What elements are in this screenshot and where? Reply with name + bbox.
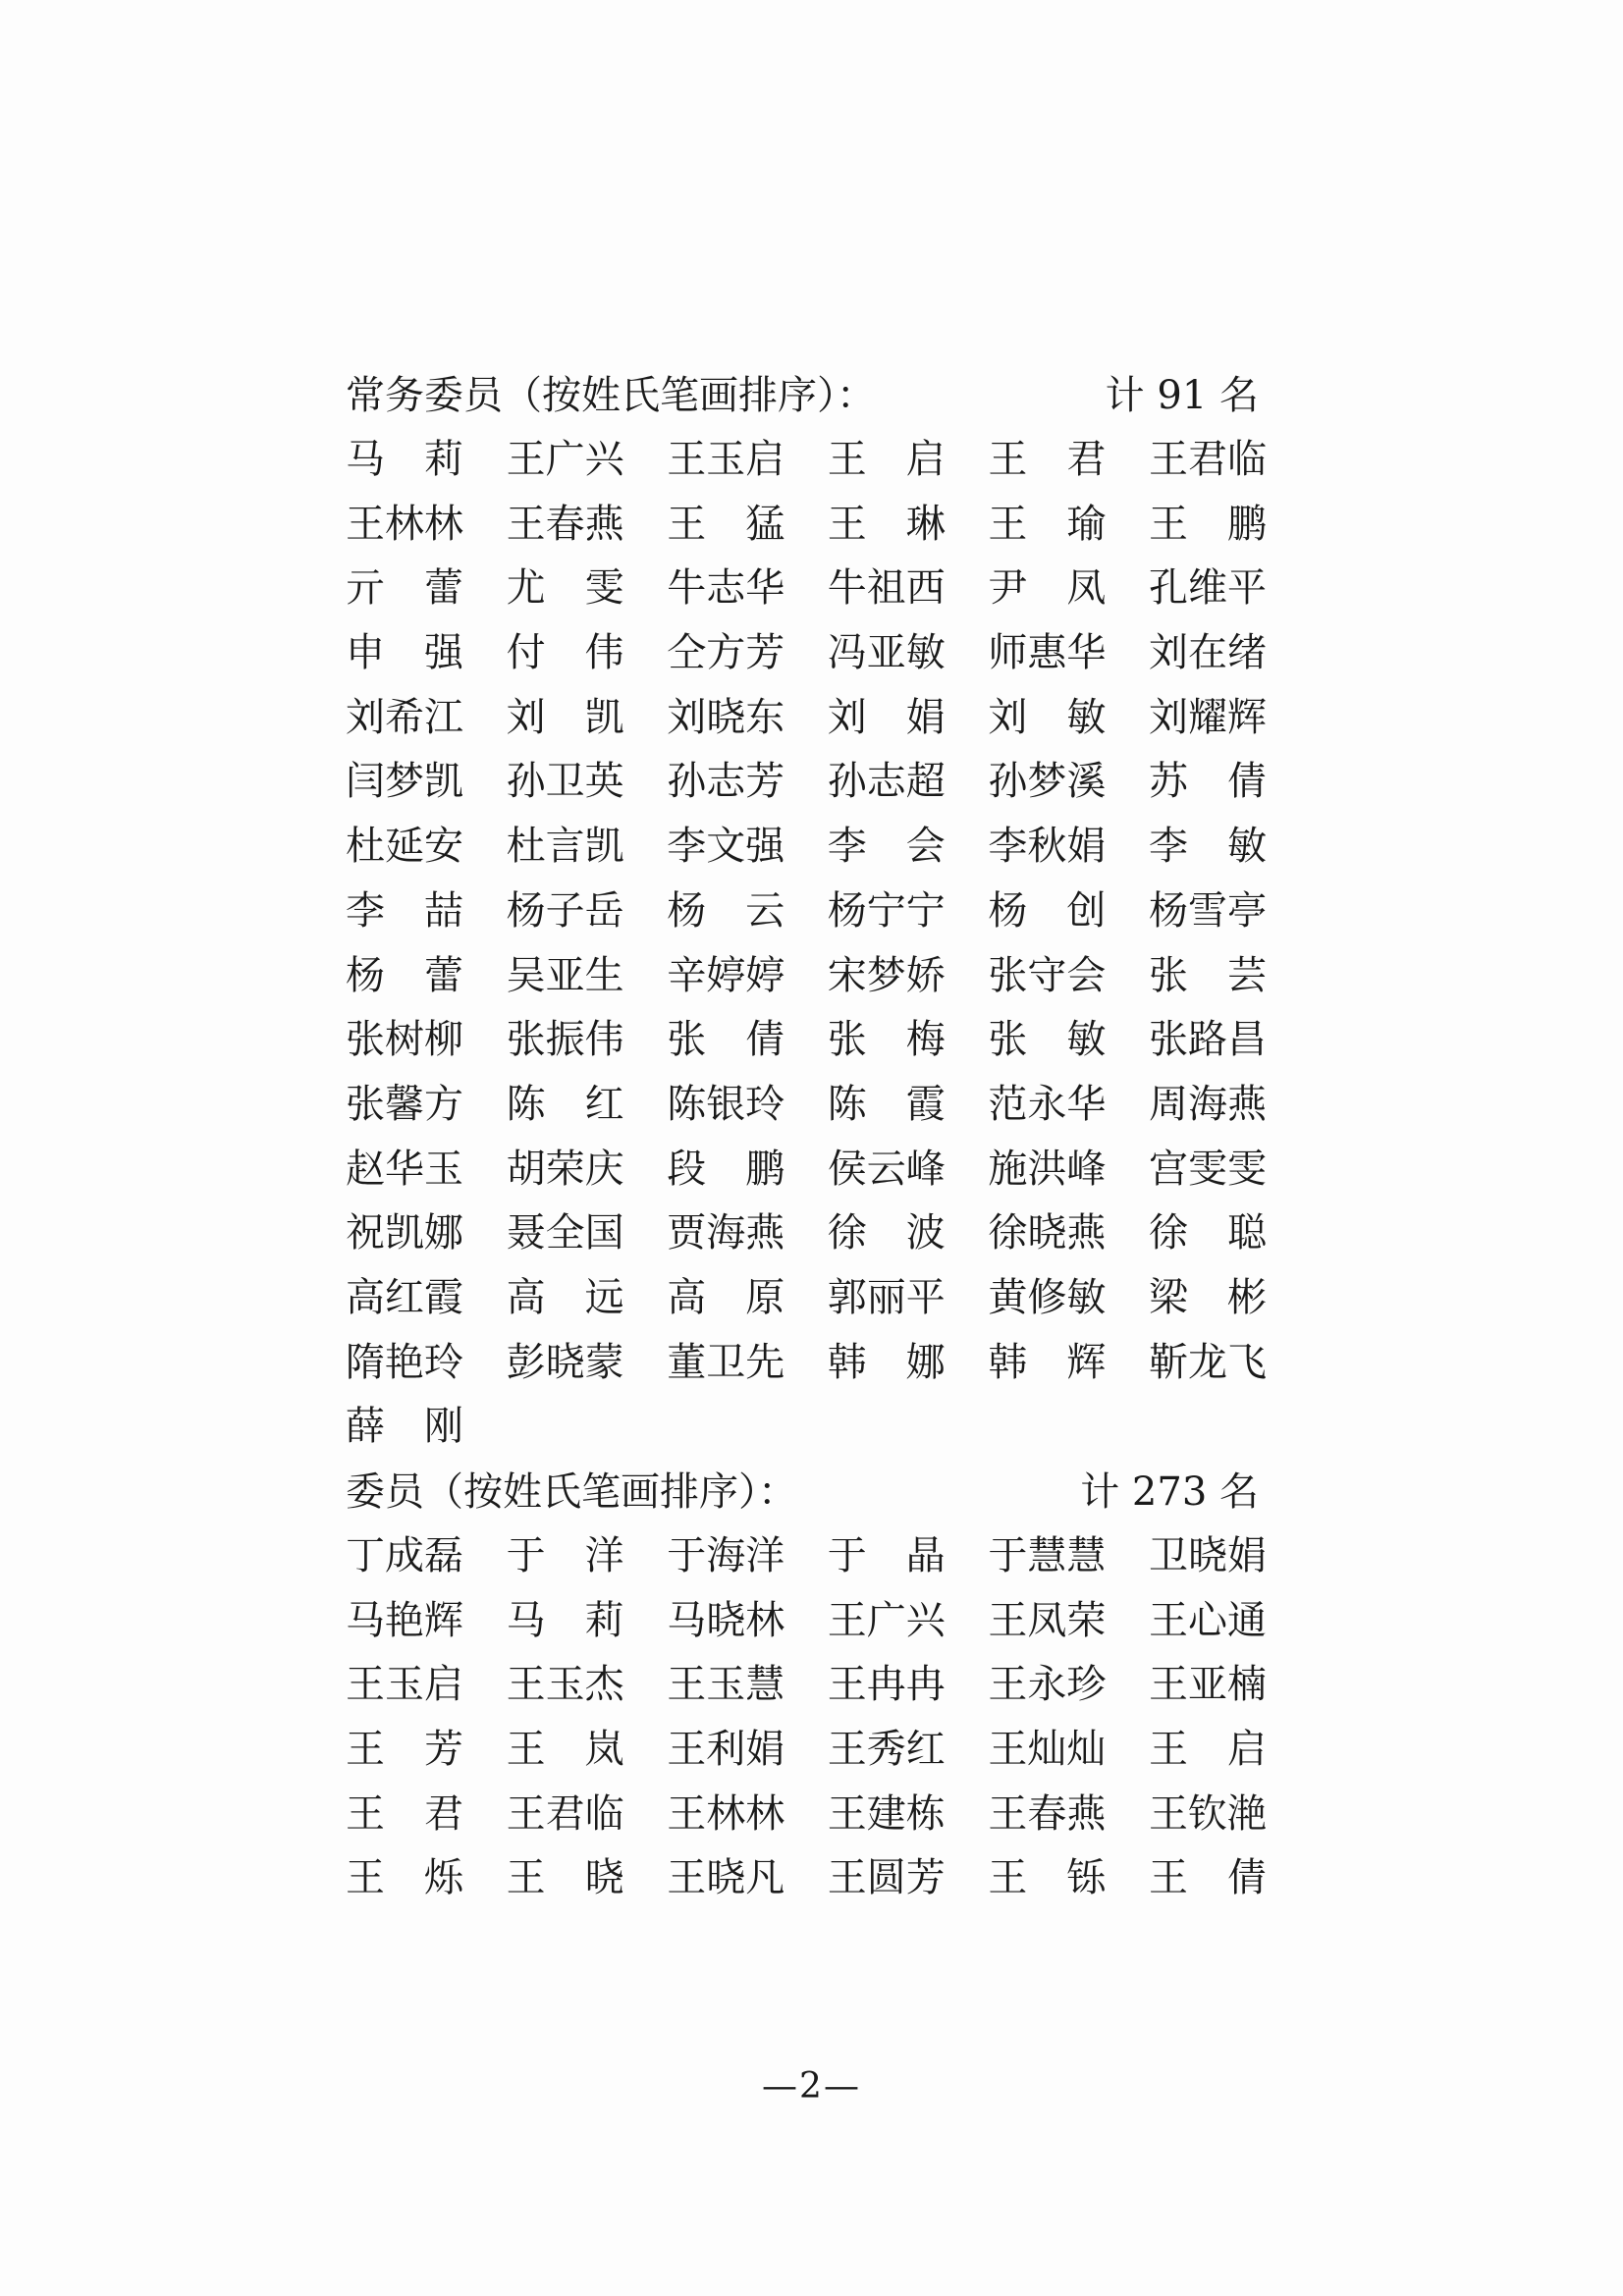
- member-name: 薛 刚: [346, 1404, 463, 1450]
- member-name: 于 洋: [506, 1533, 624, 1578]
- member-name: 王 心 通: [1148, 1597, 1267, 1643]
- member-name: 王 猛: [667, 501, 785, 547]
- member-name: 王 玉 启: [667, 437, 785, 482]
- member-name: 李 敏: [1148, 824, 1267, 870]
- member-name: 张 梅: [827, 1017, 946, 1063]
- member-name: 王 林 林: [346, 501, 463, 547]
- member-name: 王 玉 启: [346, 1662, 463, 1708]
- member-name: 王 启: [827, 437, 946, 482]
- member-name: 王 岚: [506, 1727, 624, 1773]
- member-name: 高 原: [667, 1274, 785, 1320]
- member-name: 申 强: [346, 630, 463, 676]
- member-name: 王 琳: [827, 501, 946, 547]
- member-name: 高 红 霞: [346, 1274, 463, 1320]
- member-name: 牛 祖 西: [827, 565, 946, 612]
- member-name: 王 广 兴: [827, 1597, 946, 1643]
- member-name: 隋 艳 玲: [346, 1339, 463, 1385]
- member-name: 高 远: [506, 1274, 624, 1320]
- member-name: 梁 彬: [1148, 1274, 1267, 1320]
- member-name: 王 君 临: [506, 1790, 624, 1837]
- member-name: 侯 云 峰: [827, 1146, 946, 1192]
- member-name: 陈 红: [506, 1081, 624, 1127]
- member-name: 周 海 燕: [1148, 1081, 1267, 1127]
- member-name: 张 倩: [667, 1017, 785, 1063]
- member-name: 徐 聪: [1148, 1210, 1267, 1256]
- member-name: 彭 晓 蒙: [506, 1339, 624, 1385]
- member-name: 刘 晓 东: [667, 694, 785, 740]
- member-name: 尤 雯: [506, 565, 624, 612]
- member-name: 张 守 会: [988, 952, 1107, 998]
- member-name: 王 鹏: [1148, 501, 1267, 547]
- member-name: 王 烁: [346, 1855, 463, 1901]
- member-name: 尹 凤: [988, 565, 1107, 612]
- members-names: [346, 1524, 1267, 1911]
- member-name: 吴 亚 生: [506, 952, 624, 998]
- member-name: 孔 维 平: [1148, 565, 1267, 612]
- member-name: 王 圆 芳: [827, 1855, 946, 1901]
- member-name: 王 君: [988, 437, 1107, 482]
- member-name: 亓 蕾: [346, 565, 463, 612]
- member-name: 李 会: [827, 824, 946, 870]
- member-name: 董 卫 先: [667, 1339, 785, 1385]
- member-name: 贾 海 燕: [667, 1210, 785, 1256]
- member-name: 聂 全 国: [506, 1210, 624, 1256]
- member-name: 张 树 柳: [346, 1017, 463, 1063]
- member-name: 韩 娜: [827, 1339, 946, 1385]
- member-name: 王 晓: [506, 1855, 624, 1901]
- member-name: 杨 宁 宁: [827, 887, 946, 934]
- members-header: [346, 1460, 1259, 1524]
- member-name: 施 洪 峰: [988, 1146, 1107, 1192]
- member-name: 王 瑜: [988, 501, 1107, 547]
- members-count: 计 273 名: [1080, 1469, 1259, 1515]
- member-name: 杨 创: [988, 887, 1107, 934]
- member-name: 王 永 珍: [988, 1662, 1107, 1708]
- members-title: 委员（按姓氏笔画排序）：: [346, 1469, 797, 1515]
- member-name: 王 冉 冉: [827, 1662, 946, 1708]
- member-name: 王 秀 红: [827, 1727, 946, 1773]
- member-name: 马 晓 林: [667, 1597, 785, 1643]
- member-name: 马 艳 辉: [346, 1597, 463, 1643]
- member-name: 牛 志 华: [667, 565, 785, 612]
- member-name: 李 喆: [346, 887, 463, 934]
- member-name: 徐 波: [827, 1210, 946, 1256]
- member-name: 王 凤 荣: [988, 1597, 1107, 1643]
- member-name: 王 春 燕: [988, 1790, 1107, 1837]
- member-name: 马 莉: [506, 1597, 624, 1643]
- member-name: 杜 延 安: [346, 824, 463, 870]
- member-name: 杨 云: [667, 887, 785, 934]
- member-name: 冯 亚 敏: [827, 630, 946, 676]
- member-name: 刘 凯: [506, 694, 624, 740]
- member-name: 师 惠 华: [988, 630, 1107, 676]
- standing-committee-title: 常务委员（按姓氏笔画排序）：: [346, 373, 876, 418]
- member-name: 王 玉 杰: [506, 1662, 624, 1708]
- member-name: 陈 银 玲: [667, 1081, 785, 1127]
- member-name: 辛 婷 婷: [667, 952, 785, 998]
- member-name: 于 慧 慧: [988, 1533, 1107, 1578]
- member-name: 王 利 娟: [667, 1727, 785, 1773]
- member-name: 宫 雯 雯: [1148, 1146, 1267, 1192]
- member-list: [346, 363, 1267, 1911]
- member-name: 王 启: [1148, 1727, 1267, 1773]
- member-name: 王 倩: [1148, 1855, 1267, 1901]
- member-name: 杨 雪 亭: [1148, 887, 1267, 934]
- member-name: 郭 丽 平: [827, 1274, 946, 1320]
- member-name: 王 春 燕: [506, 501, 624, 547]
- member-name: 王 君 临: [1148, 437, 1267, 482]
- member-name: 张 敏: [988, 1017, 1107, 1063]
- member-name: 祝 凯 娜: [346, 1210, 463, 1256]
- member-name: 靳 龙 飞: [1148, 1339, 1267, 1385]
- member-name: 刘 耀 辉: [1148, 694, 1267, 740]
- member-name: 刘 希 江: [346, 694, 463, 740]
- member-name: 杜 言 凯: [506, 824, 624, 870]
- member-name: 黄 修 敏: [988, 1274, 1107, 1320]
- member-name: 张 芸: [1148, 952, 1267, 998]
- member-name: 刘 娟: [827, 694, 946, 740]
- member-name: 杨 子 岳: [506, 887, 624, 934]
- member-name: 胡 荣 庆: [506, 1146, 624, 1192]
- member-name: 张 路 昌: [1148, 1017, 1267, 1063]
- member-name: 李 秋 娟: [988, 824, 1107, 870]
- standing-committee-header: [346, 363, 1259, 428]
- page-number: —2—: [762, 2066, 861, 2107]
- member-name: 刘 敏: [988, 694, 1107, 740]
- member-name: 王 灿 灿: [988, 1727, 1107, 1773]
- member-name: 马 莉: [346, 437, 463, 482]
- member-name: 仝 方 芳: [667, 630, 785, 676]
- member-name: 刘 在 绪: [1148, 630, 1267, 676]
- member-name: 闫 梦 凯: [346, 759, 463, 805]
- member-name: 王 建 栋: [827, 1790, 946, 1837]
- member-name: 孙 梦 溪: [988, 759, 1107, 805]
- member-name: 王 君: [346, 1790, 463, 1837]
- member-name: 王 玉 慧: [667, 1662, 785, 1708]
- member-name: 王 芳: [346, 1727, 463, 1773]
- member-name: 于 海 洋: [667, 1533, 785, 1578]
- member-name: 韩 辉: [988, 1339, 1107, 1385]
- member-name: 张 馨 方: [346, 1081, 463, 1127]
- member-name: 孙 卫 英: [506, 759, 624, 805]
- member-name: 范 永 华: [988, 1081, 1107, 1127]
- standing-committee-count: 计 91 名: [1105, 373, 1259, 418]
- member-name: 王 林 林: [667, 1790, 785, 1837]
- member-name: 王 晓 凡: [667, 1855, 785, 1901]
- member-name: 孙 志 芳: [667, 759, 785, 805]
- member-name: 张 振 伟: [506, 1017, 624, 1063]
- member-name: 于 晶: [827, 1533, 946, 1578]
- member-name: 徐 晓 燕: [988, 1210, 1107, 1256]
- member-name: 丁 成 磊: [346, 1533, 463, 1578]
- member-name: 王 广 兴: [506, 437, 624, 482]
- member-name: 赵 华 玉: [346, 1146, 463, 1192]
- member-name: 付 伟: [506, 630, 624, 676]
- member-name: 王 亚 楠: [1148, 1662, 1267, 1708]
- member-name: 陈 霞: [827, 1081, 946, 1127]
- member-name: 孙 志 超: [827, 759, 946, 805]
- member-name: 段 鹏: [667, 1146, 785, 1192]
- member-name: 王 钦 滟: [1148, 1790, 1267, 1837]
- member-name: 杨 蕾: [346, 952, 463, 998]
- member-name: 卫 晓 娟: [1148, 1533, 1267, 1578]
- member-name: 苏 倩: [1148, 759, 1267, 805]
- member-name: 李 文 强: [667, 824, 785, 870]
- standing-committee-names: [346, 428, 1267, 1460]
- member-name: 王 铄: [988, 1855, 1107, 1901]
- member-name: 宋 梦 娇: [827, 952, 946, 998]
